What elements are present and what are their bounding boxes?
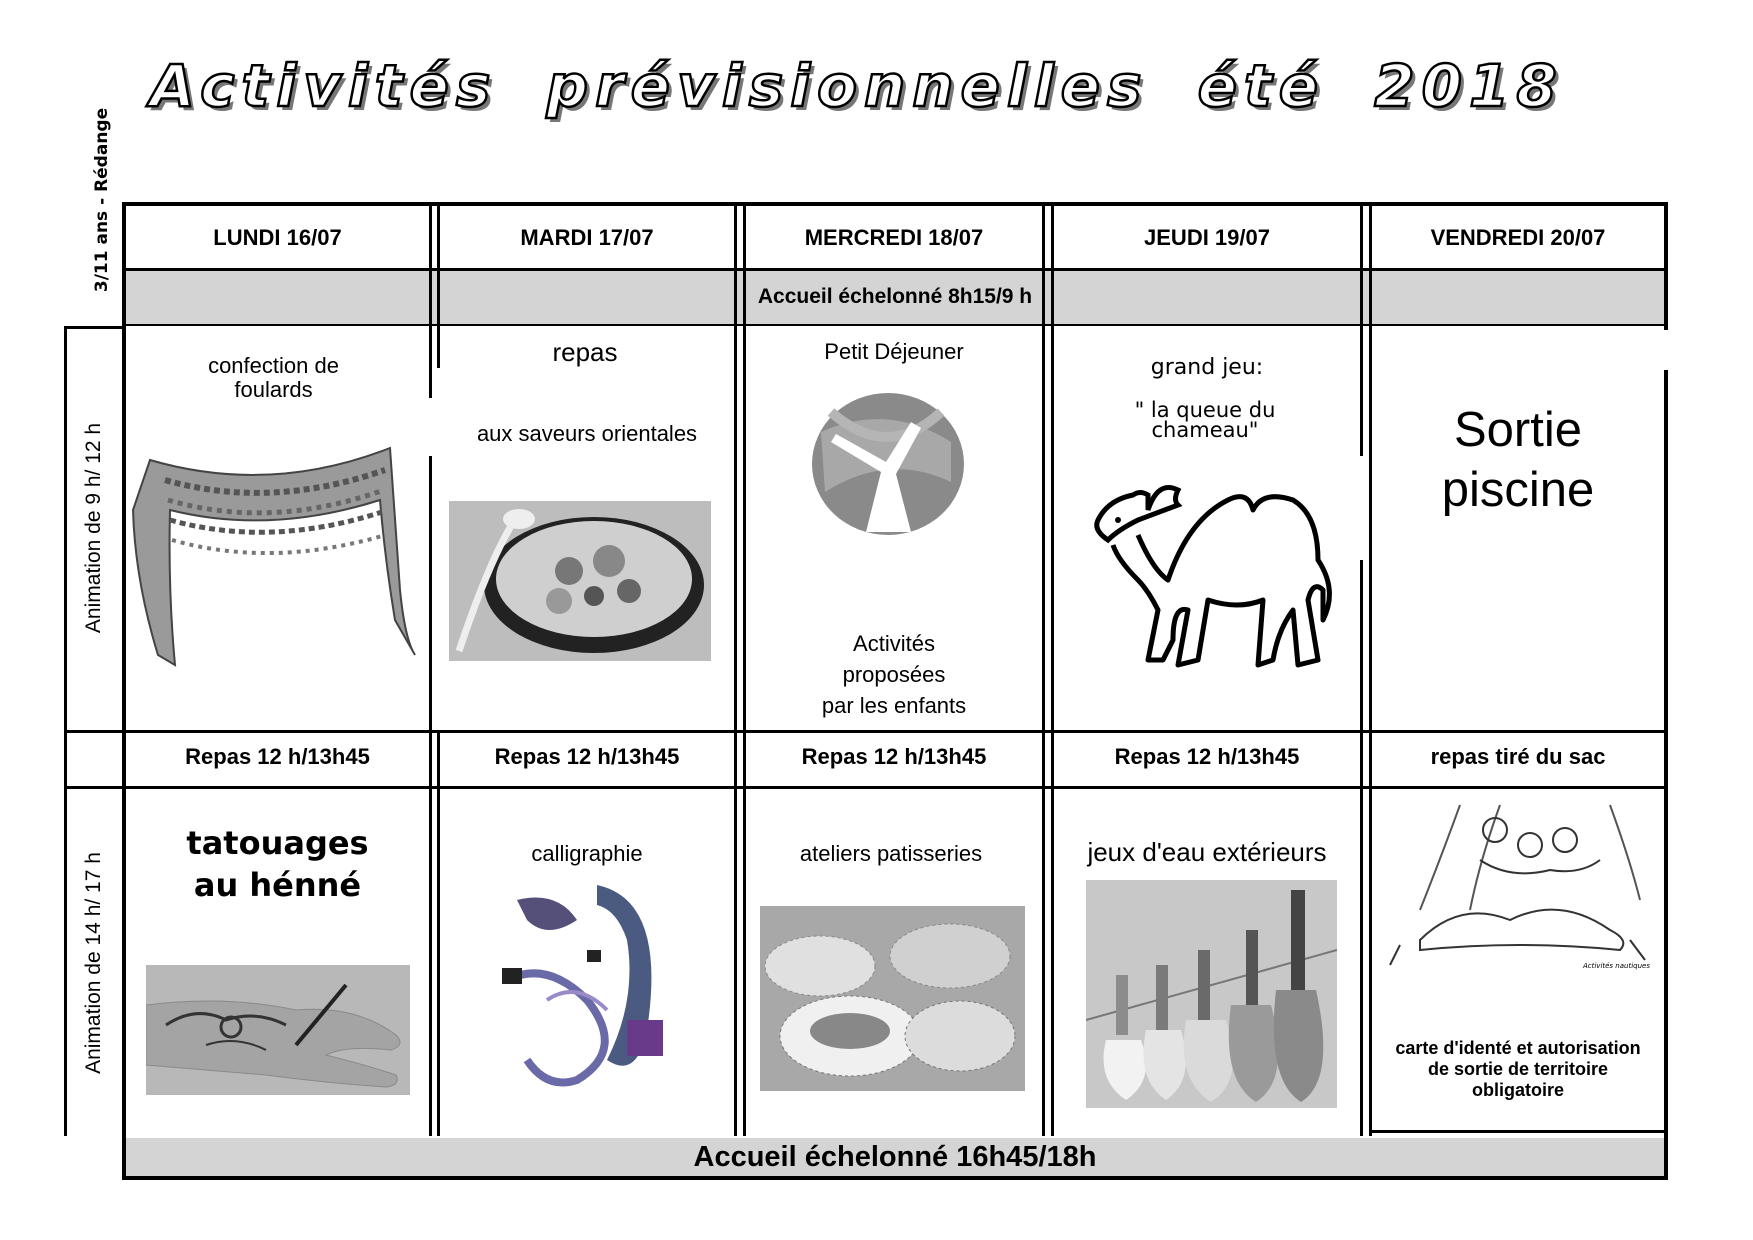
lunch-monday: Repas 12 h/13h45 [185,744,370,769]
afternoon-period-label: Animation de 14 h/ 17 h [82,852,105,1074]
friday-afternoon-notice: carte d'identé et autorisation de sortie de territoire obligatoire [1395,1038,1641,1100]
clothespins-image [1086,880,1337,1108]
grid-line [64,326,67,1136]
morning-period-label: Animation de 9 h/ 12 h [82,422,105,634]
day-header-wednesday: MERCREDI 18/07 [804,225,984,250]
grid-line [1664,202,1668,330]
day-header-thursday: JEUDI 19/07 [1144,225,1270,250]
lunch-wednesday: Repas 12 h/13h45 [801,744,987,769]
grid-line [429,456,432,1136]
welcome-evening-band: Accueil échelonné 16h45/18h [124,1138,1666,1176]
day-header-friday: VENDREDI 20/07 [1430,225,1606,250]
tuesday-afternoon-title: calligraphie [531,841,643,866]
grid-line [122,1176,1668,1180]
grid-line [734,202,737,1136]
grid-line [1051,202,1054,1136]
wednesday-afternoon-title: ateliers patisseries [799,841,983,866]
grid-line [429,202,432,398]
couscous-image [449,501,711,661]
gymnast-logo [811,392,965,536]
grid-line [124,324,1666,326]
pastries-image [760,906,1025,1091]
friday-morning-activity: Sortie piscine [1441,403,1595,517]
grid-line [1664,370,1668,1180]
day-header-tuesday: MARDI 17/07 [520,225,654,250]
image-caption: Activités nautiques [1582,962,1650,970]
age-location-label: 3/11 ans - Rédange [92,107,112,293]
lunch-tuesday: Repas 12 h/13h45 [494,744,680,769]
page-title: Activités prévisionnelles été 2018 [150,52,1564,120]
grid-line [1360,202,1363,456]
welcome-morning-band: Accueil échelonné 8h15/9 h [124,270,1666,324]
tuesday-morning-subtitle: aux saveurs orientales [476,421,698,446]
day-header-monday: LUNDI 16/07 [213,225,342,250]
henna-hand-image [146,965,410,1095]
grid-line [122,202,126,1180]
grid-line [1360,560,1363,1136]
children-water-slide-drawing [1380,800,1660,975]
thursday-morning-title: grand jeu: [1150,355,1264,380]
wednesday-morning-title: Petit Déjeuner [824,339,964,364]
grid-line [66,326,124,329]
grid-line [1369,202,1372,1136]
grid-line [437,730,440,1136]
grid-line [1372,1130,1666,1133]
grid-line [66,786,1666,789]
thursday-afternoon-title: jeux d'eau extérieurs [1087,837,1327,867]
monday-morning-activity: confection de foulards [208,353,339,402]
monday-afternoon-activity: tatouages au hénné [186,824,369,904]
lunch-friday: repas tiré du sac [1430,744,1606,769]
grid-line [1042,202,1045,1136]
scarf-image [130,440,422,672]
thursday-morning-activity: " la queue du chameau" [1134,398,1276,442]
camel-drawing [1078,460,1346,680]
wednesday-morning-activity: Activités proposées par les enfants [821,631,967,718]
calligraphy-image [487,880,679,1108]
tuesday-morning-title: repas [552,337,618,367]
lunch-thursday: Repas 12 h/13h45 [1114,744,1300,769]
